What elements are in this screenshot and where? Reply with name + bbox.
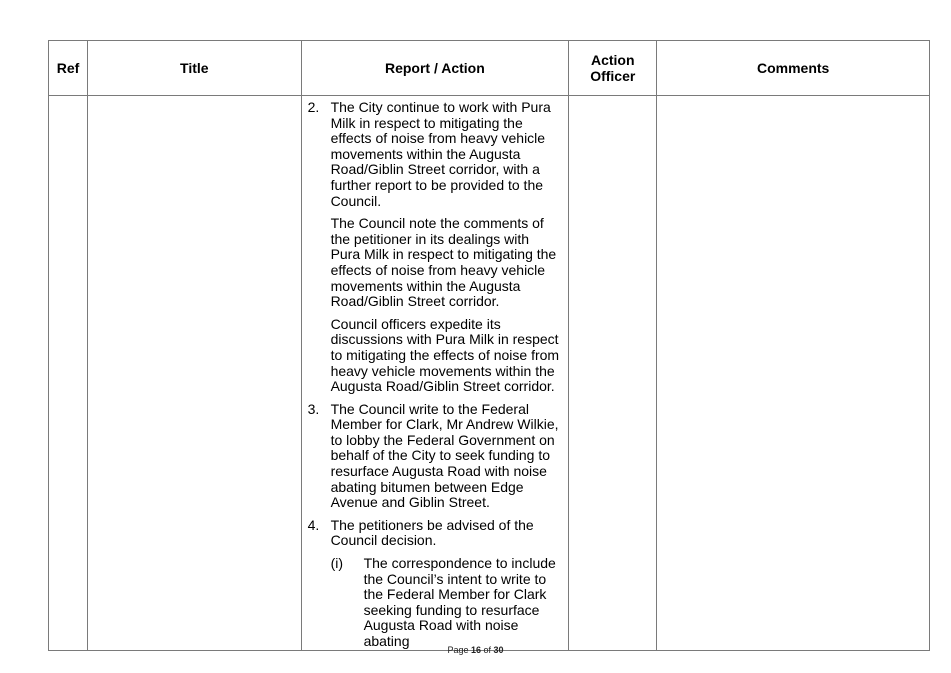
header-action-officer xyxy=(569,41,657,96)
page-current: 16 xyxy=(470,645,481,655)
cell-action-officer xyxy=(569,96,657,651)
sub-item-number: (i) xyxy=(330,555,343,572)
page-total: 30 xyxy=(493,645,504,655)
sub-item-text: The correspondence to include the Council’s intent to write to the Federal Member for Clark seeking funding to resurface Augusta Road with noise abating xyxy=(363,555,556,649)
item-text: The petitioners be advised of the Council decision. xyxy=(330,516,534,549)
item-paragraph: The Council note the comments of the petitioner in its dealings with Pura Milk in respect to mitigating the effects of noise from heavy vehicle movements within the Augusta Road/Giblin Street corridor. xyxy=(330,215,557,310)
header-report-action: Report / Action xyxy=(301,41,569,96)
header-action-officer-line1: Action xyxy=(590,52,635,68)
header-ref: Ref xyxy=(49,41,88,96)
page-of: of xyxy=(481,645,494,655)
cell-ref xyxy=(49,96,88,651)
item-text: The Council write to the Federal Member for Clark, Mr Andrew Wilkie, to lobby the Federal Government on behalf of the City to seek funding to resurface Augusta Road with noise abating bitumen between Edge Avenue and Giblin Street. xyxy=(330,400,559,511)
item-paragraph: Council officers expedite its discussions with Pura Milk in respect to mitigating the effects of noise from heavy vehicle movements within the Augusta Road/Giblin Street corridor. xyxy=(330,315,560,395)
item-number: 3. xyxy=(307,400,320,417)
cell-report-action xyxy=(301,96,569,651)
minutes-table xyxy=(48,40,930,651)
page-prefix: Page xyxy=(447,645,471,655)
item-text: The City continue to work with Pura Milk in respect to mitigating the effects of noise from heavy vehicle movements within the Augusta Road/Giblin Street corridor, with a further report to be provided to the Council. xyxy=(330,99,551,209)
page-footer xyxy=(0,645,951,655)
header-row xyxy=(49,41,930,96)
sub-list-item xyxy=(331,556,563,650)
cell-title xyxy=(88,96,301,651)
table-row xyxy=(49,96,930,651)
header-action-officer-line2: Officer xyxy=(590,68,636,84)
list-item-2 xyxy=(308,100,563,209)
list-item-4 xyxy=(308,518,563,549)
item-number: 2. xyxy=(307,99,320,115)
list-item-3 xyxy=(308,402,563,511)
header-comments: Comments xyxy=(657,41,930,96)
item-number: 4. xyxy=(307,516,320,533)
header-title: Title xyxy=(88,41,301,96)
cell-comments xyxy=(657,96,930,651)
